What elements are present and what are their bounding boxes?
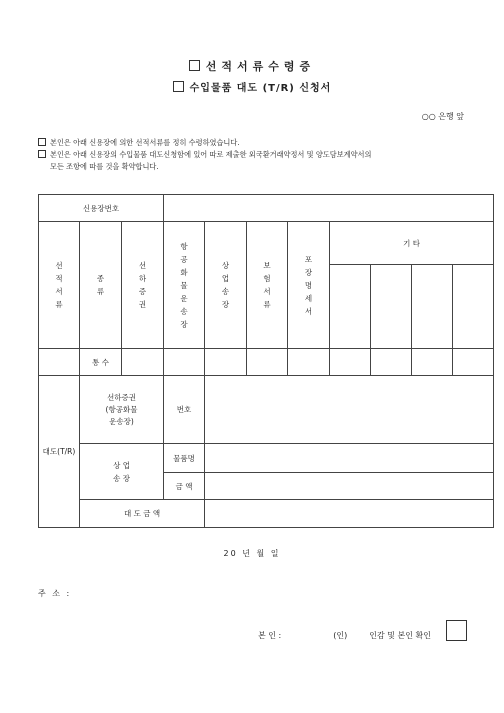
goods-name-label: 물품명 [164,444,205,473]
confirm-label: 인감 및 본인 확인 [369,631,431,640]
insurance-docs-header: 보 험 서 류 [247,222,288,349]
document-table [38,194,494,528]
copies-other-3[interactable] [412,349,453,376]
title-checkbox-2[interactable] [173,81,184,92]
copies-other-1[interactable] [330,349,371,376]
confirmation-stamp-box[interactable] [446,620,467,641]
bl-number-field[interactable] [205,376,494,444]
kind-label: 종 류 [80,222,122,349]
seal-label: (인) [333,631,348,640]
others-col-3[interactable] [412,265,453,349]
bill-of-lading-header: 선 하 증 권 [122,222,164,349]
copies-insurance[interactable] [247,349,288,376]
tr-amount-field[interactable] [205,500,494,528]
packing-list-header: 포 장 명 세 서 [288,222,330,349]
goods-name-field[interactable] [205,444,494,473]
signature-line [258,630,431,641]
signer-label: 본 인 : [258,631,282,640]
copies-other-2[interactable] [371,349,412,376]
others-header: 기 타 [330,222,494,265]
trust-receipt-label: 대도(T/R) [39,376,80,528]
declaration-notes [38,137,478,173]
date-line: 20 년 월 일 [223,549,281,558]
bl-number-label: 번호 [164,376,205,444]
tr-amount-label: 대 도 금 액 [80,500,205,528]
copies-label: 통 수 [80,349,122,376]
bl-awb-label: 선하증권 (항공화물 운송장) [80,376,164,444]
others-col-4[interactable] [453,265,494,349]
title-line-1: 선적서류수령증 [205,60,316,73]
note-1: 본인은 아래 신용장에 의한 선적서류를 정히 수령하였습니다. [38,137,478,149]
invoice-amount-field[interactable] [205,473,494,500]
lc-number-label: 신용장번호 [39,195,164,222]
copies-awb[interactable] [164,349,205,376]
others-col-1[interactable] [330,265,371,349]
bank-addressee: ○○ 은행 앞 [421,112,464,121]
shipping-docs-spacer [39,349,80,376]
invoice-amount-label: 금 액 [164,473,205,500]
copies-bl[interactable] [122,349,164,376]
address-label: 주 소 : [38,589,72,598]
shipping-docs-label: 선 적 서 류 [39,222,80,349]
note-2-checkbox[interactable] [38,150,46,158]
note-1-checkbox[interactable] [38,138,46,146]
note-2: 본인은 아래 신용장의 수입물품 대도신청함에 있어 따로 제출한 외국환거래약정서 및 양도담보계약서의 [38,149,478,161]
copies-other-4[interactable] [453,349,494,376]
lc-number-field[interactable] [164,195,494,222]
note-2-cont: 모든 조항에 따를 것을 확약합니다. [50,162,159,171]
form-subtitle [0,79,504,94]
invoice-label: 상 업 송 장 [80,444,164,500]
others-col-2[interactable] [371,265,412,349]
form-title [0,58,504,74]
copies-invoice[interactable] [205,349,247,376]
title-line-2: 수입물품 대도 (T/R) 신청서 [189,83,332,94]
commercial-invoice-header: 상 업 송 장 [205,222,247,349]
copies-packing[interactable] [288,349,330,376]
title-checkbox-1[interactable] [189,60,200,71]
air-waybill-header: 항 공 화 물 운 송 장 [164,222,205,349]
